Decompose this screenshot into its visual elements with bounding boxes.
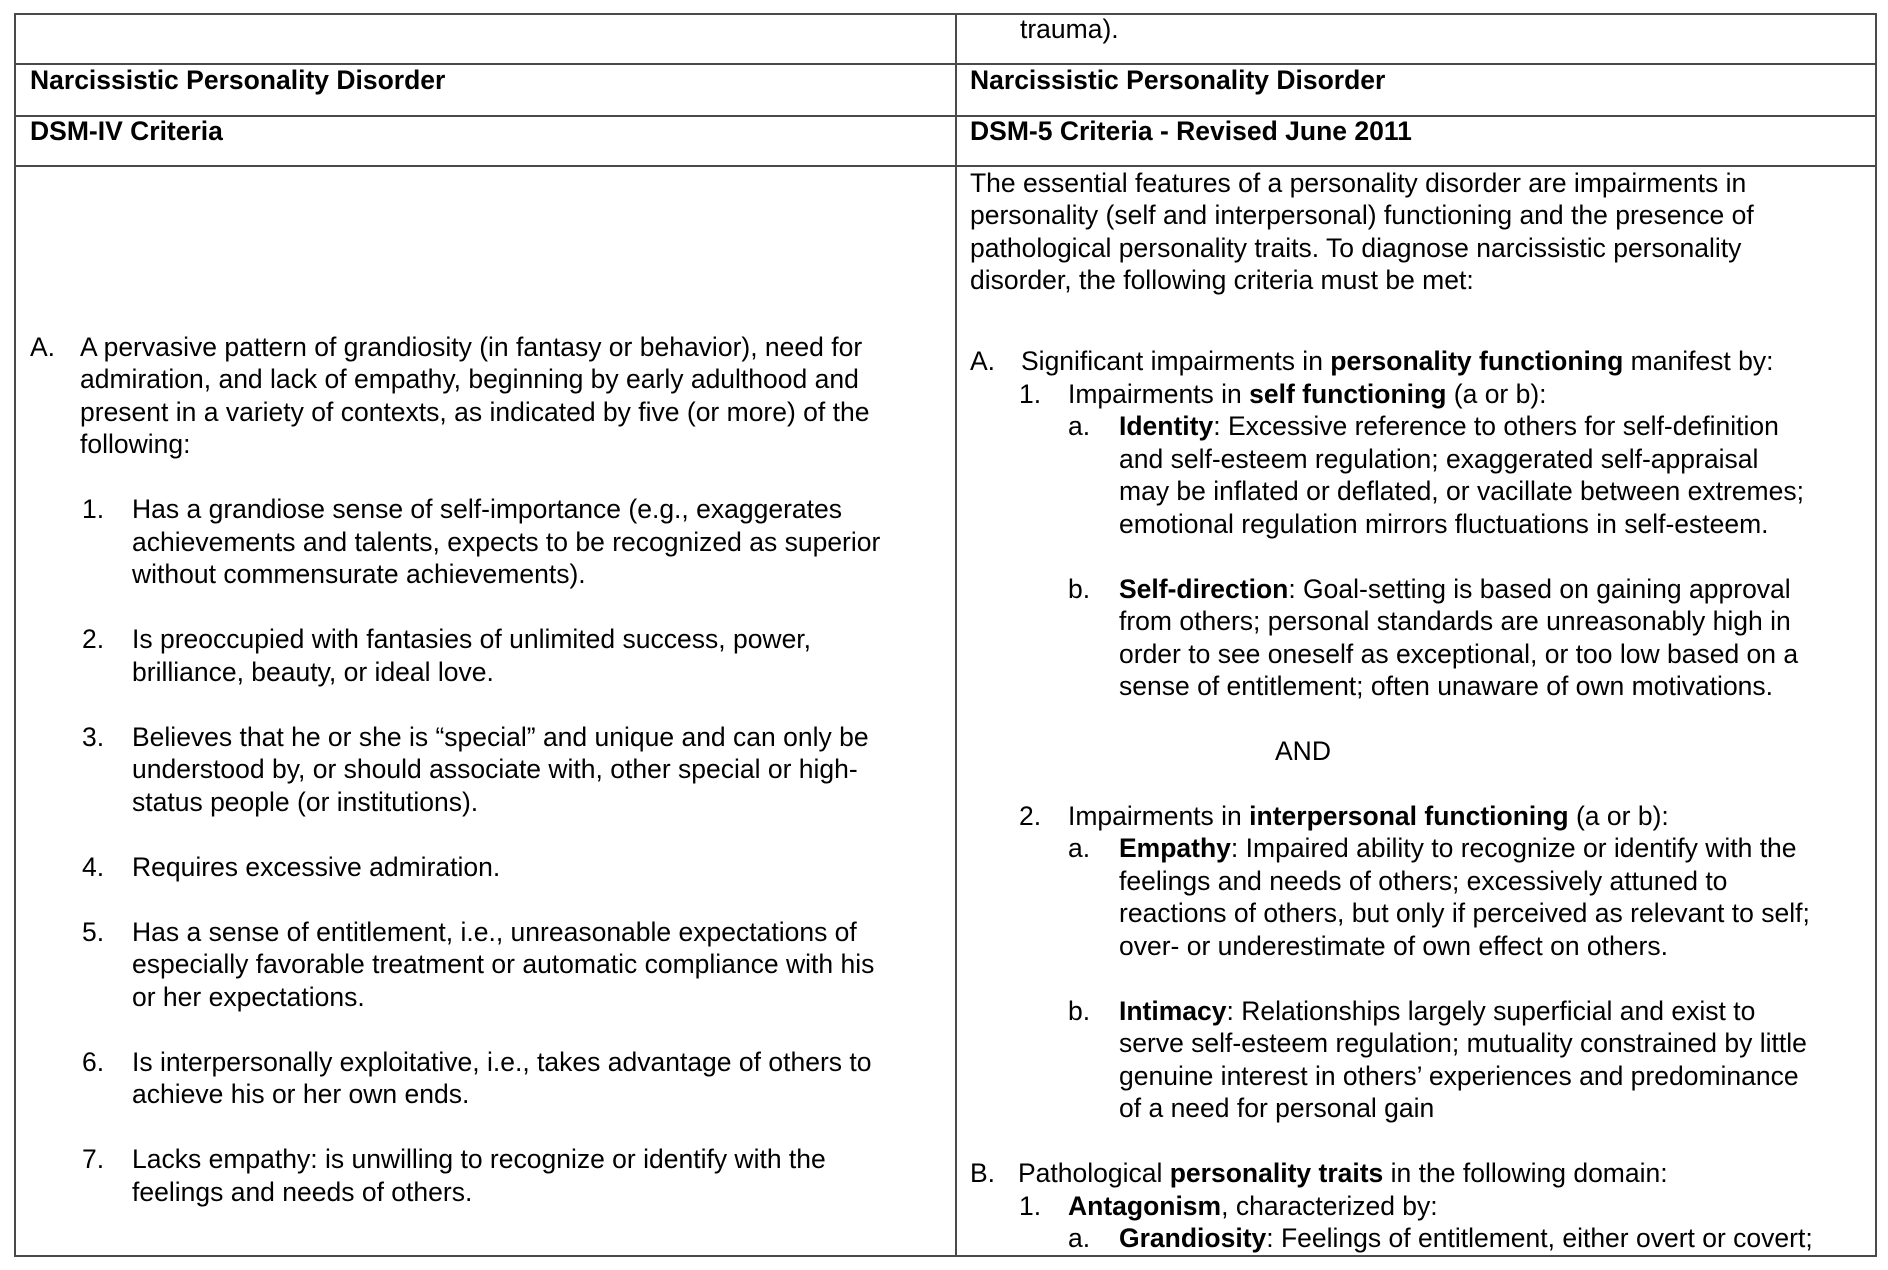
text-line: without commensurate achievements).	[132, 559, 586, 589]
bold-term: Antagonism	[1068, 1191, 1222, 1221]
text-span: , characterized by:	[1221, 1191, 1438, 1221]
text-line: genuine interest in others’ experiences and predominance	[1119, 1061, 1799, 1091]
list-marker: a.	[1068, 1223, 1091, 1253]
list-marker: 5.	[82, 917, 105, 947]
text-line: over- or underestimate of own effect on others.	[1119, 931, 1668, 961]
text-line: especially favorable treatment or automatic compliance with his	[132, 949, 875, 979]
bold-term: Self-direction	[1119, 574, 1289, 604]
list-marker: 1.	[82, 494, 105, 524]
text-line	[1021, 345, 1774, 378]
text-line: present in a variety of contexts, as indicated by five (or more) of the	[80, 397, 870, 427]
text-span: (a or b):	[1568, 801, 1669, 831]
text-line: from others; personal standards are unreasonably high in	[1119, 606, 1791, 636]
page-bottom-margin	[0, 1257, 1888, 1270]
text-line: feelings and needs of others; excessively attuned to	[1119, 866, 1728, 896]
text-span: : Goal-setting is based on gaining approval	[1288, 574, 1791, 604]
text-line	[1068, 1190, 1438, 1223]
text-span: : Relationships largely superficial and exist to	[1226, 996, 1756, 1026]
text-span: (a or b):	[1446, 379, 1547, 409]
text-line: A pervasive pattern of grandiosity (in fantasy or behavior), need for	[80, 332, 863, 362]
bold-term: self functioning	[1249, 379, 1447, 409]
text-line: Lacks empathy: is unwilling to recognize or identify with the	[132, 1144, 826, 1174]
list-marker: b.	[1068, 996, 1091, 1026]
text-span: Impairments in	[1068, 801, 1250, 831]
column-divider	[955, 15, 957, 1255]
text-line: emotional regulation mirrors fluctuations in self-esteem.	[1119, 509, 1769, 539]
text-line: or her expectations.	[132, 982, 365, 1012]
text-line: following:	[80, 429, 191, 459]
text-line: Has a sense of entitlement, i.e., unreasonable expectations of	[132, 917, 857, 947]
text-line: achievements and talents, expects to be recognized as superior	[132, 527, 881, 557]
list-marker: a.	[1068, 833, 1091, 863]
text-line: personality (self and interpersonal) functioning and the presence of	[970, 200, 1754, 230]
text-line: Is preoccupied with fantasies of unlimited success, power,	[132, 624, 812, 654]
list-marker: 6.	[82, 1047, 105, 1077]
list-marker: a.	[1068, 411, 1091, 441]
list-marker: 1.	[1019, 1191, 1042, 1221]
text-line: pathological personality traits. To diagnose narcissistic personality	[970, 233, 1742, 263]
list-marker: A.	[970, 346, 996, 376]
text-span: Significant impairments in	[1021, 346, 1331, 376]
text-span: in the following domain:	[1383, 1158, 1668, 1188]
bold-term: Empathy	[1119, 833, 1231, 863]
text-line: and self-esteem regulation; exaggerated self-appraisal	[1119, 444, 1759, 474]
text-line	[1119, 995, 1755, 1028]
list-marker: 3.	[82, 722, 105, 752]
dsm4-criteria-heading: DSM-IV Criteria	[30, 116, 223, 146]
bold-term: Grandiosity	[1119, 1223, 1267, 1253]
left-disorder-title: Narcissistic Personality Disorder	[30, 65, 446, 95]
text-span: : Feelings of entitlement, either overt or covert;	[1266, 1223, 1813, 1253]
text-line: feelings and needs of others.	[132, 1177, 473, 1207]
text-line: achieve his or her own ends.	[132, 1079, 470, 1109]
text-line	[1119, 573, 1791, 606]
dsm5-criteria-heading: DSM-5 Criteria - Revised June 2011	[970, 116, 1412, 146]
list-marker: 2.	[1019, 801, 1042, 831]
text-line	[1119, 410, 1779, 443]
list-marker: 4.	[82, 852, 105, 882]
row-divider	[16, 115, 1875, 117]
and-connector: AND	[1275, 736, 1331, 766]
text-span: : Impaired ability to recognize or identify with the	[1230, 833, 1797, 863]
table-bottom-border	[14, 1255, 1877, 1257]
bold-term: personality functioning	[1330, 346, 1624, 376]
continued-text: trauma).	[1020, 14, 1119, 44]
text-line: Requires excessive admiration.	[132, 852, 501, 882]
text-span: manifest by:	[1623, 346, 1774, 376]
list-marker: 7.	[82, 1144, 105, 1174]
bold-term: Intimacy	[1119, 996, 1227, 1026]
text-line	[1119, 832, 1797, 865]
text-line: understood by, or should associate with, other special or high-	[132, 754, 858, 784]
text-line: reactions of others, but only if perceived as relevant to self;	[1119, 898, 1810, 928]
text-span: : Excessive reference to others for self-definition	[1213, 411, 1779, 441]
bold-term: interpersonal functioning	[1249, 801, 1569, 831]
list-marker: B.	[970, 1158, 996, 1188]
text-line: Has a grandiose sense of self-importance (e.g., exaggerates	[132, 494, 843, 524]
text-line: serve self-esteem regulation; mutuality constrained by little	[1119, 1028, 1807, 1058]
text-line: admiration, and lack of empathy, beginning by early adulthood and	[80, 364, 859, 394]
text-line: Believes that he or she is “special” and unique and can only be	[132, 722, 869, 752]
text-line	[1018, 1157, 1668, 1190]
text-line	[1119, 1222, 1813, 1255]
text-line: status people (or institutions).	[132, 787, 479, 817]
text-line: sense of entitlement; often unaware of own motivations.	[1119, 671, 1774, 701]
text-line	[1068, 800, 1669, 833]
bold-term: personality traits	[1169, 1158, 1384, 1188]
text-line: of a need for personal gain	[1119, 1093, 1435, 1123]
text-line	[1068, 378, 1547, 411]
text-line: order to see oneself as exceptional, or too low based on a	[1119, 639, 1799, 669]
text-line: may be inflated or deflated, or vacillate between extremes;	[1119, 476, 1804, 506]
right-disorder-title: Narcissistic Personality Disorder	[970, 65, 1386, 95]
list-marker: A.	[30, 332, 56, 362]
list-marker: b.	[1068, 574, 1091, 604]
text-span: Pathological	[1018, 1158, 1170, 1188]
text-line: disorder, the following criteria must be met:	[970, 265, 1474, 295]
text-line: brilliance, beauty, or ideal love.	[132, 657, 494, 687]
text-line: The essential features of a personality disorder are impairments in	[970, 168, 1747, 198]
text-span: Impairments in	[1068, 379, 1250, 409]
bold-term: Identity	[1119, 411, 1214, 441]
list-marker: 2.	[82, 624, 105, 654]
list-marker: 1.	[1019, 379, 1042, 409]
text-line: Is interpersonally exploitative, i.e., takes advantage of others to	[132, 1047, 872, 1077]
